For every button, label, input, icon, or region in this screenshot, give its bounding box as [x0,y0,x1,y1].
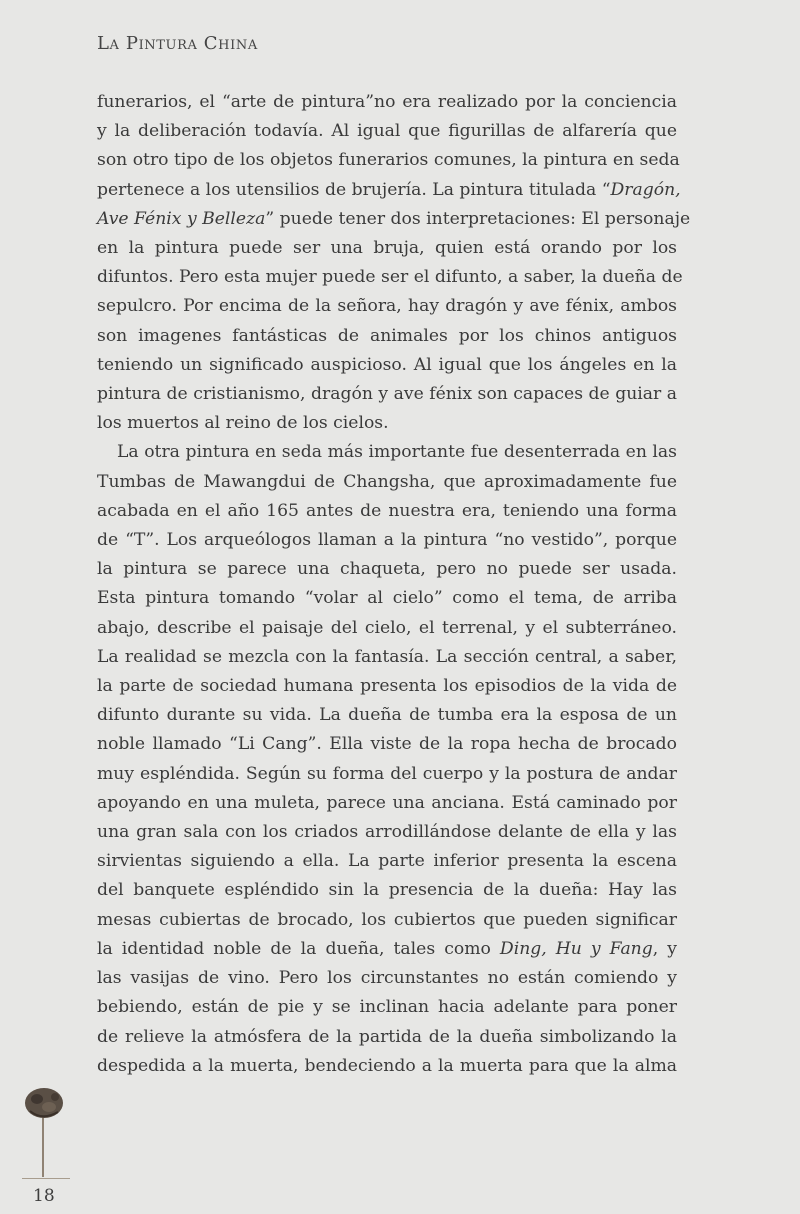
text-line: sepulcro. Por encima de la señora, hay dragón y ave fénix, ambos [97,296,677,317]
text-line: del banquete espléndido sin la presencia de la dueña: Hay las [97,880,677,901]
text-line: la parte de sociedad humana presenta los episodios de la vida de [97,676,677,697]
text-line: abajo, describe el paisaje del cielo, el terrenal, y el subterráneo. [97,617,677,638]
text-line: son imagenes fantásticas de animales por los chinos antiguos [97,325,677,346]
text-line: bebiendo, están de pie y se inclinan hacia adelante para poner [97,997,677,1018]
paragraph-1 [97,88,691,438]
text-line: funerarios, el “arte de pintura”no era realizado por la conciencia [97,92,677,112]
text-line: las vasijas de vino. Pero los circunstantes no están comiendo y [97,968,677,989]
text-line: en la pintura puede ser una bruja, quien está orando por los [97,238,677,259]
page-number: 18 [33,1186,55,1206]
text-segment: ” puede tener dos interpretaciones: El personaje [265,208,691,229]
cicada-lantern-ornament-icon [22,1085,74,1180]
text-line: son otro tipo de los objetos funerarios comunes, la pintura en seda [97,150,680,171]
text-line [97,176,681,205]
text-line: de “T”. Los arqueólogos llaman a la pintura “no vestido”, porque [97,530,677,551]
body-text [97,88,691,1081]
text-line: difunto durante su vida. La dueña de tumba era la esposa de un [97,705,677,726]
text-segment: pertenece a los utensilios de brujería. La pintura titulada “ [97,179,611,200]
text-line: acabada en el año 165 antes de nuestra era, teniendo una forma [97,500,677,521]
italic-title: Ave Fénix y Belleza [97,208,266,229]
text-line: mesas cubiertas de brocado, los cubiertos que pueden significar [97,909,677,930]
text-segment: la identidad noble de la dueña, tales como [97,938,500,959]
text-line: y la deliberación todavía. Al igual que figurillas de alfarería que [97,121,677,142]
text-line: Tumbas de Mawangdui de Changsha, que aproximadamente fue [97,471,677,492]
text-line: muy espléndida. Según su forma del cuerpo y la postura de andar [97,763,677,784]
text-line: teniendo un significado auspicioso. Al igual que los ángeles en la [97,354,677,375]
text-line: una gran sala con los criados arrodillándose delante de ella y las [97,822,677,843]
text-line: despedida a la muerta, bendeciendo a la muerta para que la alma [97,1055,677,1076]
paragraph-2 [97,438,677,1080]
italic-term: Ding, Hu y Fang [499,938,653,959]
text-line: de relieve la atmósfera de la partida de la dueña simbolizando la [97,1026,677,1047]
text-line: noble llamado “Li Cang”. Ella viste de la ropa hecha de brocado [97,734,677,755]
text-segment: , y [652,938,677,959]
text-line: Esta pintura tomando “volar al cielo” como el tema, de arriba [97,588,677,609]
text-line: los muertos al reino de los cielos. [97,413,389,434]
running-header: La Pintura China [97,33,258,54]
text-line [97,935,677,964]
text-line: apoyando en una muleta, parece una anciana. Está caminado por [97,792,677,813]
text-line: difuntos. Pero esta mujer puede ser el difunto, a saber, la dueña de [97,267,683,288]
text-line: pintura de cristianismo, dragón y ave fénix son capaces de guiar a [97,384,677,405]
text-line: sirvientas siguiendo a ella. La parte inferior presenta la escena [97,851,677,872]
text-line: La realidad se mezcla con la fantasía. La sección central, a saber, [97,646,677,667]
text-line: La otra pintura en seda más importante fue desenterrada en las [117,442,677,463]
italic-title: Dragón, [610,179,681,200]
text-line: la pintura se parece una chaqueta, pero no puede ser usada. [97,559,677,580]
footer-rule [22,1178,70,1179]
text-line [97,205,691,234]
